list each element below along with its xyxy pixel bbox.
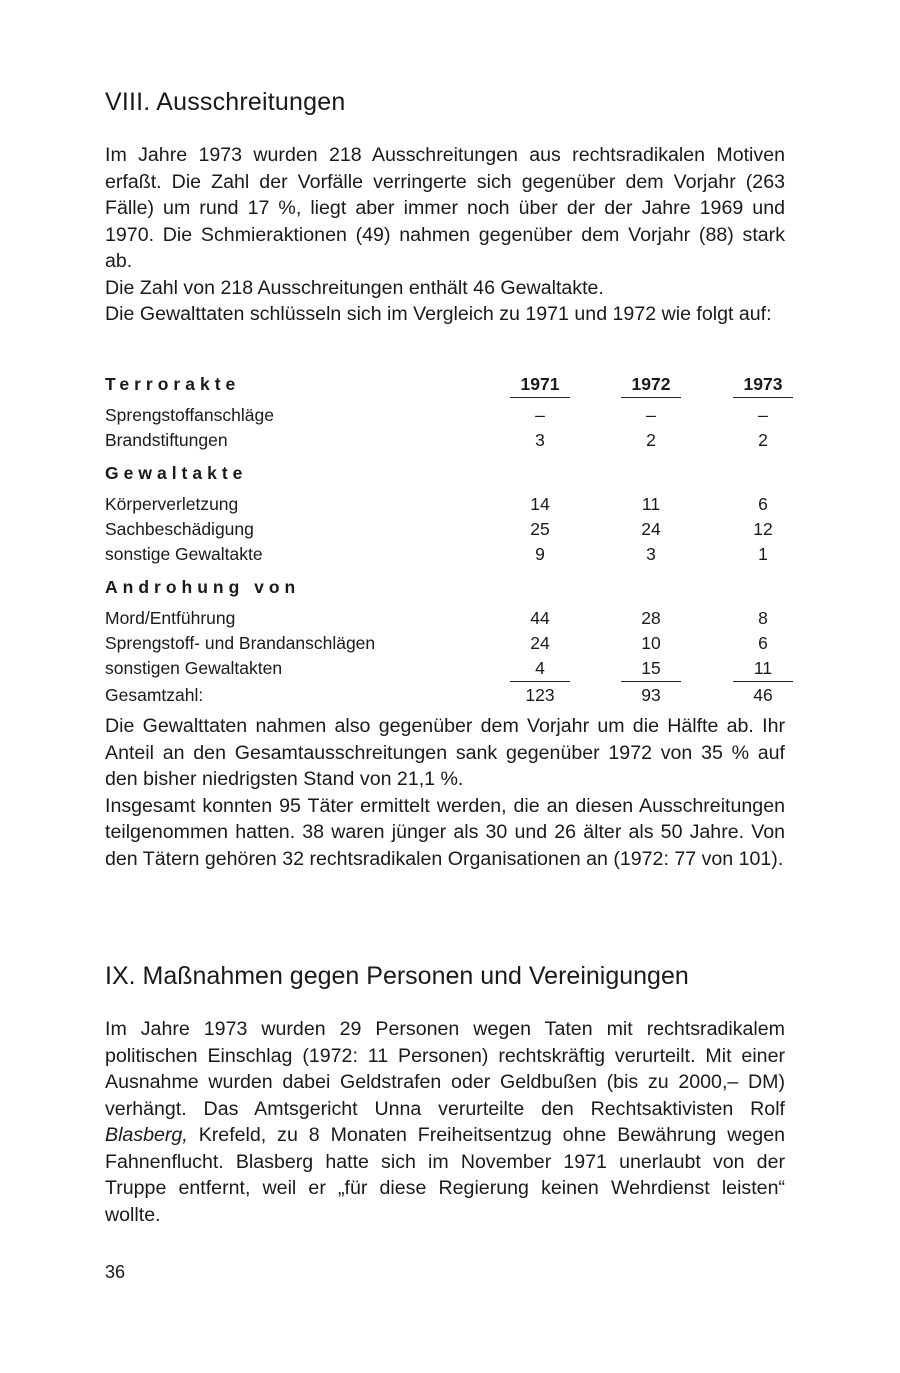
row-label: Sachbeschädigung — [105, 519, 254, 539]
section-heading-massnahmen: IX. Maßnahmen gegen Personen und Vereinigungen — [105, 962, 689, 990]
cell-1972: 24 — [641, 519, 661, 539]
cell-1973: 2 — [758, 430, 768, 450]
row-label: Brandstiftungen — [105, 430, 228, 450]
measures-text-italic-name: Blasberg, — [105, 1124, 188, 1146]
cell-1972: 3 — [646, 544, 656, 564]
cell-1973: 8 — [758, 608, 768, 628]
table-row — [105, 494, 785, 518]
cell-1971: 14 — [530, 494, 550, 514]
total-1971: 123 — [525, 685, 555, 705]
table-row — [105, 430, 785, 454]
table-row — [105, 658, 785, 682]
cell-1971: 24 — [530, 633, 550, 653]
cell-1973: 6 — [758, 494, 768, 514]
measures-text-part-1: Im Jahre 1973 wurden 29 Personen wegen Taten mit rechtsradikalem politischen Einschlag (1972: 11 Personen) rechtskräftig verurteilt. Mit einer Ausnahme wurden dabei Geldstrafen oder Geldbußen (bis zu 2000,– DM) verhängt. Das Amtsgericht Unna verurteilte den Rechtsaktivisten Rolf — [105, 1018, 785, 1120]
row-label: Sprengstoffanschläge — [105, 405, 274, 425]
total-1972: 93 — [641, 685, 661, 705]
cell-1972: – — [646, 405, 656, 425]
summary-text-2: Insgesamt konnten 95 Täter ermittelt werden, die an diesen Ausschreitungen teilgenommen hatten. 38 waren jünger als 30 und 26 älter als 50 Jahre. Von den Tätern gehören 32 rechtsradikalen Organisationen an (1972: 77 von 101). — [105, 794, 785, 870]
cell-1971: 44 — [530, 608, 550, 628]
cell-1972: 2 — [646, 430, 656, 450]
cell-1971: 4 — [510, 658, 570, 682]
table-total-row — [105, 685, 785, 709]
cell-1973: 11 — [733, 658, 793, 682]
cell-1971: 3 — [535, 430, 545, 450]
cell-1973: 12 — [753, 519, 773, 539]
page-number: 36 — [105, 1262, 126, 1282]
intro-text-1: Im Jahre 1973 wurden 218 Ausschreitungen aus rechtsradikalen Motiven erfaßt. Die Zahl der Vorfälle verringerte sich gegenüber dem Vorjahr (263 Fälle) um rund 17 %, liegt aber immer noch über der der Jahre 1969 und 1970. Die Schmieraktionen (49) nahmen gegenüber dem Vorjahr (88) stark ab. — [105, 144, 785, 272]
table-category-row — [105, 463, 785, 487]
cell-1973: 6 — [758, 633, 768, 653]
row-label: Körperverletzung — [105, 494, 239, 514]
year-1972-header: 1972 — [621, 374, 681, 398]
table-category-row — [105, 577, 785, 601]
table-row — [105, 608, 785, 632]
year-1971-header: 1971 — [510, 374, 570, 398]
table-row — [105, 633, 785, 657]
cell-1973: 1 — [758, 544, 768, 564]
row-label: sonstige Gewaltakte — [105, 544, 263, 564]
intro-text-2: Die Zahl von 218 Ausschreitungen enthält 46 Gewaltakte. — [105, 276, 604, 299]
cell-1971: – — [535, 405, 545, 425]
cell-1972: 15 — [621, 658, 681, 682]
summary-text-1: Die Gewalttaten nahmen also gegenüber dem Vorjahr um die Hälfte ab. Ihr Anteil an den Gesamtausschreitungen sank gegenüber 1972 von 35 % auf den bisher niedrigsten Stand von 21,1 %. — [105, 715, 785, 790]
total-1973: 46 — [753, 685, 773, 705]
total-label: Gesamtzahl: — [105, 685, 204, 705]
table-row — [105, 519, 785, 543]
row-label: sonstigen Gewaltakten — [105, 658, 283, 678]
cell-1972: 11 — [641, 494, 661, 514]
measures-text-part-2: Krefeld, zu 8 Monaten Freiheitsentzug ohne Bewährung wegen Fahnenflucht. Blasberg hatte sich im November 1971 unerlaubt von der Truppe entfernt, weil er „für diese Regierung keinen Wehrdienst leisten“ wollte. — [105, 1124, 785, 1226]
cell-1971: 9 — [535, 544, 545, 564]
cell-1972: 10 — [641, 633, 661, 653]
intro-paragraph — [105, 142, 785, 328]
table-row — [105, 544, 785, 568]
summary-paragraph — [105, 713, 785, 872]
measures-text — [105, 1016, 785, 1228]
cell-1973: – — [758, 405, 768, 425]
cell-1971: 25 — [530, 519, 550, 539]
row-label: Sprengstoff- und Brandanschlägen — [105, 633, 376, 653]
category-androhung: Androhung von — [105, 577, 301, 597]
category-gewaltakte: Gewaltakte — [105, 463, 248, 483]
intro-text-3: Die Gewalttaten schlüsseln sich im Vergleich zu 1971 und 1972 wie folgt auf: — [105, 303, 772, 325]
section-heading-ausschreitungen: VIII. Ausschreitungen — [105, 88, 346, 116]
year-1973-header: 1973 — [733, 374, 793, 398]
row-label: Mord/Entführung — [105, 608, 236, 628]
category-terrorakte: Terrorakte — [105, 374, 241, 394]
measures-paragraph — [105, 1016, 785, 1228]
table-header-row — [105, 374, 785, 398]
cell-1972: 28 — [641, 608, 661, 628]
table-row — [105, 405, 785, 429]
